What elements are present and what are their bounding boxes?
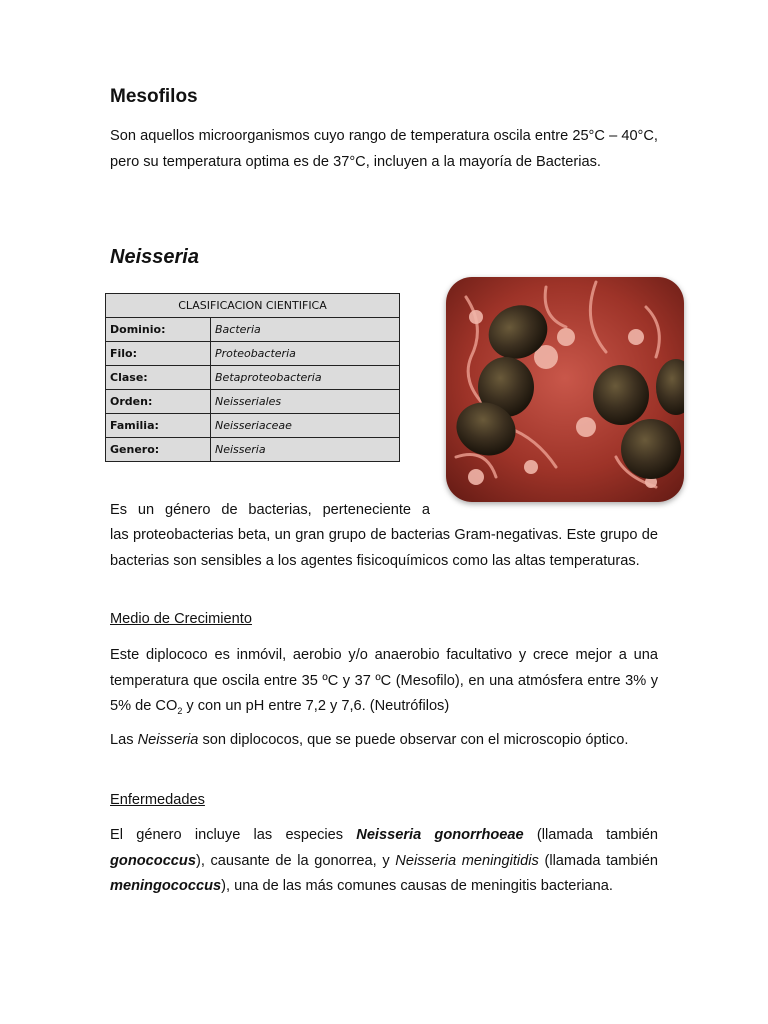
table-row bbox=[106, 390, 400, 414]
enf-text: (llamada también bbox=[523, 827, 658, 843]
table-value: Bacteria bbox=[211, 318, 400, 342]
enf-text: ), una de las más comunes causas de meningitis bacteriana. bbox=[221, 878, 613, 894]
medio-text-end: y con un pH entre 7,2 y 7,6. (Neutrófilos) bbox=[182, 698, 450, 714]
neisseria-italic: Neisseria bbox=[137, 732, 199, 748]
enf-text: ), causante de la gonorrea, y bbox=[195, 852, 396, 869]
classification-table bbox=[105, 293, 400, 462]
table-value: Neisseria bbox=[211, 438, 400, 462]
table-key: Filo: bbox=[106, 342, 211, 366]
diplococos-paragraph bbox=[110, 728, 658, 754]
diplococos-text-end: son diplococos, que se puede observar con el microscopio óptico. bbox=[198, 732, 629, 748]
table-key: Orden: bbox=[106, 390, 211, 414]
table-row bbox=[106, 366, 400, 390]
table-row bbox=[106, 438, 400, 462]
species-gonorrhoeae: Neisseria gonorrhoeae bbox=[356, 827, 524, 843]
table-key: Genero: bbox=[106, 438, 211, 462]
table-key: Familia: bbox=[106, 414, 211, 438]
bacteria-micrograph bbox=[446, 277, 684, 502]
medio-text: Este diplococo es inmóvil, aerobio y/o anaerobio facultativo y crece mejor a una temperatura que oscila entre 35 ºC y 37 ºC (Mesofilo), en una atmósfera entre 3% y 5% de CO bbox=[110, 647, 658, 714]
table-value: Betaproteobacteria bbox=[211, 366, 400, 390]
heading-mesofilos: Mesofilos bbox=[110, 86, 198, 107]
table-value: Proteobacteria bbox=[211, 342, 400, 366]
enfermedades-paragraph bbox=[110, 823, 658, 900]
table-value: Neisseriales bbox=[211, 390, 400, 414]
table-header-row bbox=[106, 294, 400, 318]
medio-paragraph bbox=[110, 643, 658, 724]
heading-neisseria: Neisseria bbox=[110, 246, 199, 268]
table-key: Dominio: bbox=[106, 318, 211, 342]
diplococos-text: Las bbox=[110, 732, 138, 748]
table-row bbox=[106, 342, 400, 366]
table-key: Clase: bbox=[106, 366, 211, 390]
intro-paragraph: Son aquellos microorganismos cuyo rango de temperatura oscila entre 25°C – 40°C, pero su temperatura optima es de 37°C, incluyen a la mayoría de Bacterias. bbox=[110, 128, 658, 170]
table-value: Neisseriaceae bbox=[211, 414, 400, 438]
genero-paragraph-line1: Es un género de bacterias, perteneciente a bbox=[110, 502, 430, 518]
species-meningitidis: Neisseria meningitidis bbox=[395, 852, 539, 869]
enf-text: El género incluye las especies bbox=[110, 827, 357, 843]
subheading-enfermedades: Enfermedades bbox=[110, 792, 205, 808]
table-title: CLASIFICACION CIENTIFICA bbox=[106, 294, 400, 318]
table-row bbox=[106, 318, 400, 342]
species-meningococcus: meningococcus bbox=[110, 878, 222, 894]
enf-text: (llamada también bbox=[538, 852, 658, 869]
species-gonococcus: gonococcus bbox=[110, 852, 196, 869]
genero-paragraph: las proteobacterias beta, un gran grupo de bacterias Gram-negativas. Este grupo de bacterias son sensibles a los agentes fisicoquímicos como las altas temperaturas. bbox=[110, 527, 658, 569]
subheading-medio: Medio de Crecimiento bbox=[110, 611, 252, 627]
co2-subscript: 2 bbox=[177, 705, 183, 716]
table-row bbox=[106, 414, 400, 438]
